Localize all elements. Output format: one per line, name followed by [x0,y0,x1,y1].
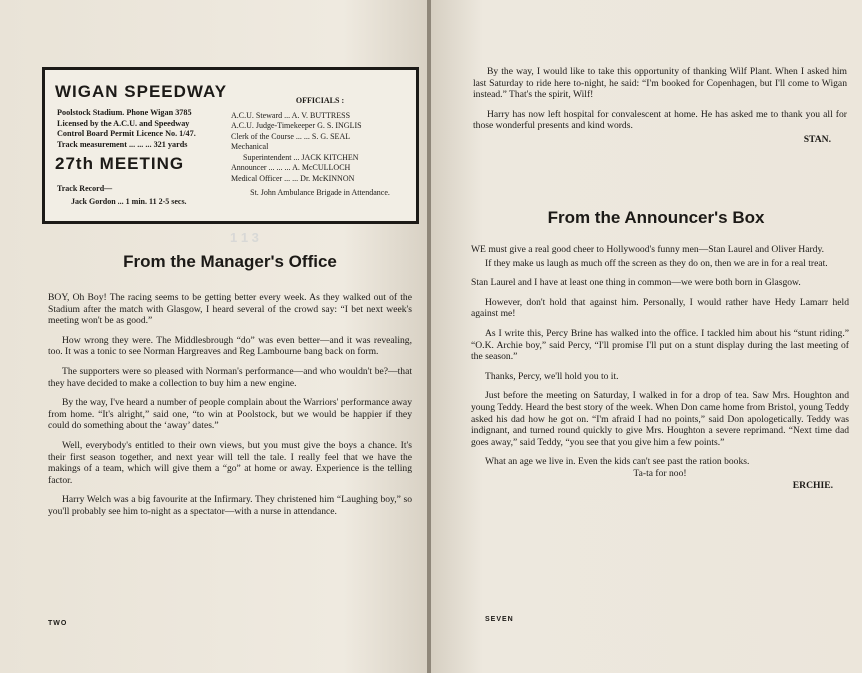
right-page [431,0,862,673]
page-number: TWO [48,620,68,627]
article-paragraph: As I write this, Percy Brine has walked into the office. I tackled him about his “stunt riding.” “O.K. Archie boy,” said Percy, “I'll promise I'll put on a stunt display during the last meeting of the season.” [471,327,849,363]
article-paragraph: How wrong they were. The Middlesbrough “do” was even better—and it was revealing, too. It was a tonic to see Norman Hargreaves and Reg Lambourne bang back on form. [48,334,412,358]
venue-line: Control Board Permit Licence No. 1/47. [57,129,196,138]
announcers-box-heading: From the Announcer's Box [547,208,765,227]
track-record-value: Jack Gordon ... 1 min. 11 2-5 secs. [71,197,187,206]
managers-office-heading: From the Manager's Office [123,252,337,271]
venue-line: Licensed by the A.C.U. and Speedway [57,118,190,128]
programme-info-box [42,67,419,224]
manager-signature: STAN. [803,133,831,145]
article-paragraph: WE must give a real good cheer to Hollywood's funny men—Stan Laurel and Oliver Hardy. [471,244,825,255]
article-paragraph: Thanks, Percy, we'll hold you to it. [485,370,619,382]
article-paragraph: The supporters were so pleased with Norman's performance—and who wouldn't be?—that they have decided to make a collection to buy him a new engine. [48,365,412,389]
track-record-label: Track Record— [57,184,113,193]
official-row: Clerk of the Course ... ... S. G. SEAL [231,131,351,141]
officials-list [231,96,409,199]
article-paragraph: Stan Laurel and I have at least one thing in common—we were both born in Glasgow. [471,277,801,289]
official-row: Medical Officer ... ... Dr. McKINNON [231,173,355,183]
info-box-title: WIGAN SPEEDWAY [55,82,228,101]
closing-line: Ta-ta for noo! [633,467,687,479]
official-row: Announcer ... ... ... A. McCULLOCH [231,163,351,172]
managers-office-body [48,292,412,526]
track-record [57,182,187,208]
article-paragraph: What an age we live in. Even the kids can't see past the ration books. [485,456,750,468]
official-row: Mechanical [231,142,269,151]
article-paragraph: Well, everybody's entitled to their own views, but you must give the boys a chance. It's their first season together, and next year will tell the tale. I really feel that we have the makings of a team, which will give them a “go” at home or away. Experience is the telling factor. [48,439,412,486]
official-row: A.C.U. Steward ... A. V. BUTTRESS [231,110,351,120]
page-number: SEVEN [485,616,514,623]
venue-details [57,108,222,150]
article-paragraph: Just before the meeting on Saturday, I walked in for a drop of tea. Saw Mrs. Houghton and young Teddy. Heard the best story of the week. When Don came home from Bristol, young Teddy asked his dad how he got on. “I'm afraid I had no points,” said Don apologetically. Teddy was indignant, and turned round quickly to give Mrs. Houghton a severe reprimand. “Next time dad goes away,” said Teddy, “you see that you give him a few points.” [471,390,849,448]
ambulance-note: St. John Ambulance Brigade in Attendance. [250,188,390,197]
article-paragraph: Harry has now left hospital for convalescent at home. He has asked me to thank you all for those wonderful presents and kind words. [473,108,847,132]
show-through-text: 1 1 3 [230,230,259,245]
officials-heading: OFFICIALS : [295,96,345,105]
announcer-signature: ERCHIE. [792,479,833,491]
article-paragraph: By the way, I would like to take this opportunity of thanking Wilf Plant. When I asked him last Saturday to ride here to-night, he said: “I'm booked for Copenhagen, but I'll come to Wigan instead.” That's the spirit, Wilf! [473,66,847,101]
official-row: A.C.U. Judge-Timekeeper G. S. INGLIS [231,121,362,130]
article-paragraph: Harry Welch was a big favourite at the Infirmary. They christened him “Laughing boy,” so you'll probably see him to-night as a spectator—with a nurse in attendance. [48,494,412,517]
meeting-number: 27th MEETING [55,154,185,173]
venue-line: Poolstock Stadium. Phone Wigan 3785 [57,108,192,117]
article-paragraph: By the way, I've heard a number of people complain about the Warriors' performance away from home. “It's alright,” said one, “to win at Poolstock, but we would be happier if they could do something about the ‘away’ dates.” [48,397,412,432]
official-row: Superintendent ... JACK KITCHEN [243,152,359,162]
article-paragraph: BOY, Oh Boy! The racing seems to be getting better every week. As they walked out of the Stadium after the match with Glasgow, I heard several of the crowd say: “I bet next week's meeting won't be as good.” [48,292,412,327]
article-paragraph: However, don't hold that against him. Personally, I would rather have Hedy Lamarr held against me! [471,296,849,320]
announcers-box-body [471,244,849,491]
article-paragraph: If they make us laugh as much off the screen as they do on, then we are in for a real treat. [485,257,828,269]
left-page [0,0,429,673]
venue-line: Track measurement ... ... ... 321 yards [57,139,188,149]
managers-office-continued [473,66,847,146]
